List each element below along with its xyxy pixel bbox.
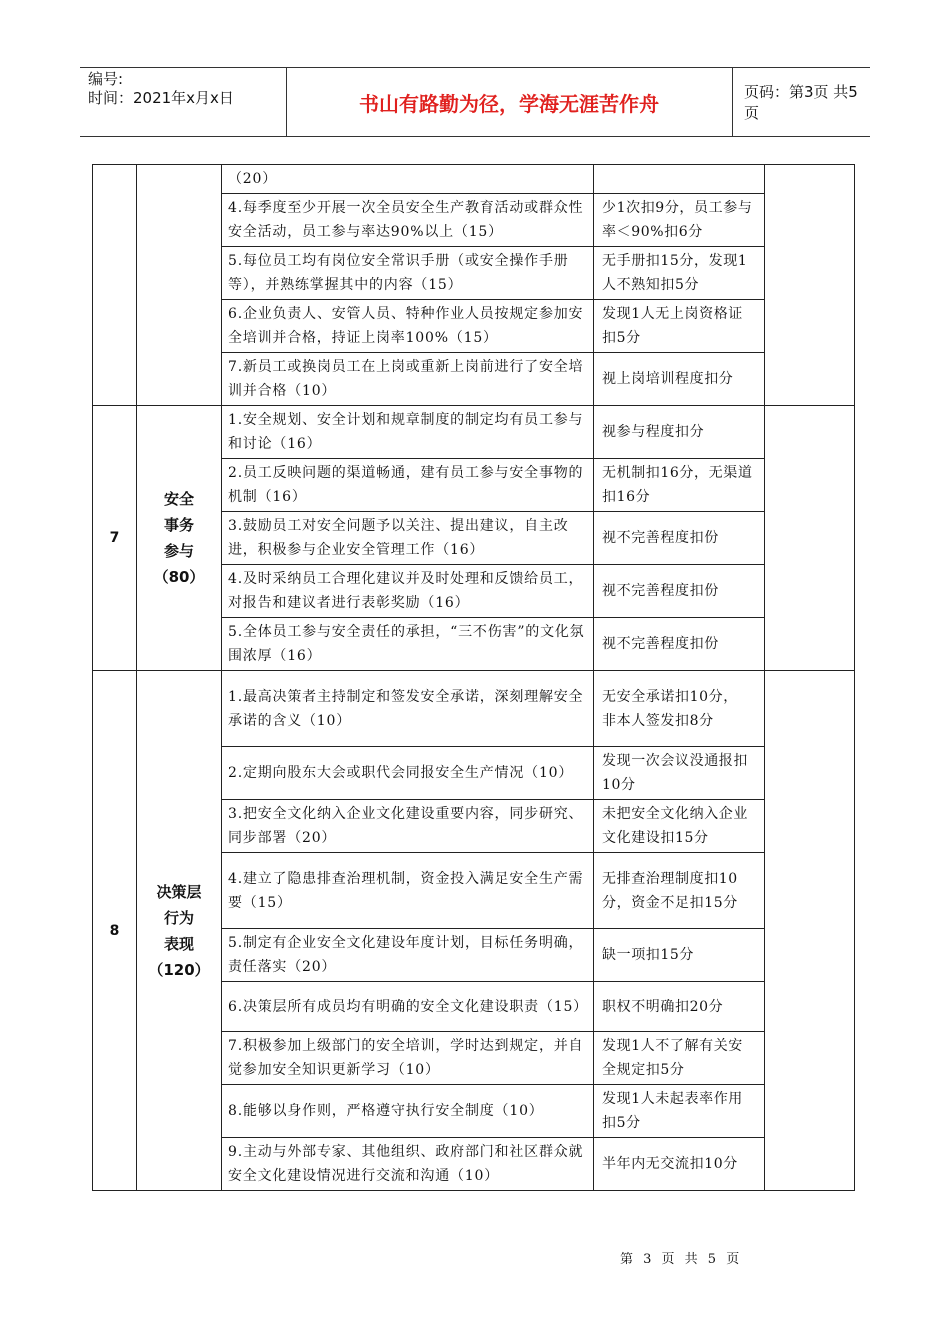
category-line: 表现 [163, 934, 194, 953]
table-row [93, 406, 855, 459]
section-number: 8 [93, 671, 137, 1191]
deduction-rule: 视不完善程度扣份 [594, 512, 765, 565]
criterion-item: （20） [222, 165, 594, 194]
table-row [93, 165, 855, 194]
criterion-item: 5.制定有企业安全文化建设年度计划，目标任务明确，责任落实（20） [222, 929, 594, 982]
deduction-rule: 视上岗培训程度扣分 [594, 353, 765, 406]
scoring-table [92, 164, 855, 1191]
footer-page-number: 第 3 页 共 5 页 [620, 1252, 743, 1267]
category-line: （120） [148, 960, 210, 979]
number-label: 编号: [88, 70, 124, 88]
deduction-rule: 无安全承诺扣10分， 非本人签发扣8分 [594, 671, 765, 747]
deduction-rule [594, 165, 765, 194]
score-cell [765, 165, 855, 406]
deduction-rule: 无机制扣16分，无渠道扣16分 [594, 459, 765, 512]
deduction-rule: 发现1人未起表率作用扣5分 [594, 1085, 765, 1138]
deduction-rule: 视参与程度扣分 [594, 406, 765, 459]
deduction-rule: 缺一项扣15分 [594, 929, 765, 982]
criterion-item: 8.能够以身作则，严格遵守执行安全制度（10） [222, 1085, 594, 1138]
criterion-item: 1.最高决策者主持制定和签发安全承诺，深刻理解安全承诺的含义（10） [222, 671, 594, 747]
section-category [137, 165, 222, 406]
section-category [137, 671, 222, 1191]
criterion-item: 3.把安全文化纳入企业文化建设重要内容，同步研究、同步部署（20） [222, 800, 594, 853]
category-line: （80） [153, 568, 205, 586]
category-line: 安全 [163, 490, 194, 508]
section-category [137, 406, 222, 671]
score-cell [765, 406, 855, 671]
score-cell [765, 671, 855, 1191]
deduction-rule: 视不完善程度扣份 [594, 618, 765, 671]
deduction-rule: 发现1人无上岗资格证扣5分 [594, 300, 765, 353]
category-line: 参与 [163, 542, 194, 560]
criterion-item: 4.建立了隐患排查治理机制，资金投入满足安全生产需要（15） [222, 853, 594, 929]
section-number: 7 [93, 406, 137, 671]
criterion-item: 6.企业负责人、安管人员、特种作业人员按规定参加安全培训并合格，持证上岗率100%（15） [222, 300, 594, 353]
time-label: 时间：2021年x月x日 [88, 89, 234, 107]
category-line: 决策层 [156, 882, 202, 901]
table-row [93, 671, 855, 747]
criterion-item: 4.每季度至少开展一次全员安全生产教育活动或群众性安全活动，员工参与率达90%以上（15） [222, 194, 594, 247]
deduction-rule: 半年内无交流扣10分 [594, 1138, 765, 1191]
section-number [93, 165, 137, 406]
header-info [88, 70, 288, 108]
criterion-item: 7.新员工或换岗员工在上岗或重新上岗前进行了安全培训并合格（10） [222, 353, 594, 406]
criterion-item: 5.全体员工参与安全责任的承担，“三不伤害”的文化氛围浓厚（16） [222, 618, 594, 671]
deduction-rule: 发现1人不了解有关安全规定扣5分 [594, 1032, 765, 1085]
criterion-item: 3.鼓励员工对安全问题予以关注、提出建议，自主改进，积极参与企业安全管理工作（16） [222, 512, 594, 565]
deduction-rule: 职权不明确扣20分 [594, 982, 765, 1032]
deduction-rule: 无排查治理制度扣10分，资金不足扣15分 [594, 853, 765, 929]
header-motto: 书山有路勤为径，学海无涯苦作舟 [359, 91, 659, 116]
document-header [80, 67, 870, 137]
criterion-item: 2.员工反映问题的渠道畅通，建有员工参与安全事物的机制（16） [222, 459, 594, 512]
criterion-item: 7.积极参加上级部门的安全培训，学时达到规定，并自觉参加安全知识更新学习（10） [222, 1032, 594, 1085]
deduction-rule: 发现一次会议没通报扣10分 [594, 747, 765, 800]
criterion-item: 2.定期向股东大会或职代会同报安全生产情况（10） [222, 747, 594, 800]
deduction-rule: 无手册扣15分，发现1人不熟知扣5分 [594, 247, 765, 300]
deduction-rule: 视不完善程度扣份 [594, 565, 765, 618]
category-line: 行为 [163, 908, 194, 927]
header-page-number: 页码：第3页 共5页 [744, 83, 858, 122]
category-line: 事务 [163, 516, 194, 534]
deduction-rule: 未把安全文化纳入企业文化建设扣15分 [594, 800, 765, 853]
criterion-item: 4.及时采纳员工合理化建议并及时处理和反馈给员工，对报告和建议者进行表彰奖励（16） [222, 565, 594, 618]
criterion-item: 6.决策层所有成员均有明确的安全文化建设职责（15） [222, 982, 594, 1032]
criterion-item: 9.主动与外部专家、其他组织、政府部门和社区群众就安全文化建设情况进行交流和沟通（10） [222, 1138, 594, 1191]
deduction-rule: 少1次扣9分，员工参与率＜90%扣6分 [594, 194, 765, 247]
criterion-item: 1.安全规划、安全计划和规章制度的制定均有员工参与和讨论（16） [222, 406, 594, 459]
criterion-item: 5.每位员工均有岗位安全常识手册（或安全操作手册等），并熟练掌握其中的内容（15） [222, 247, 594, 300]
